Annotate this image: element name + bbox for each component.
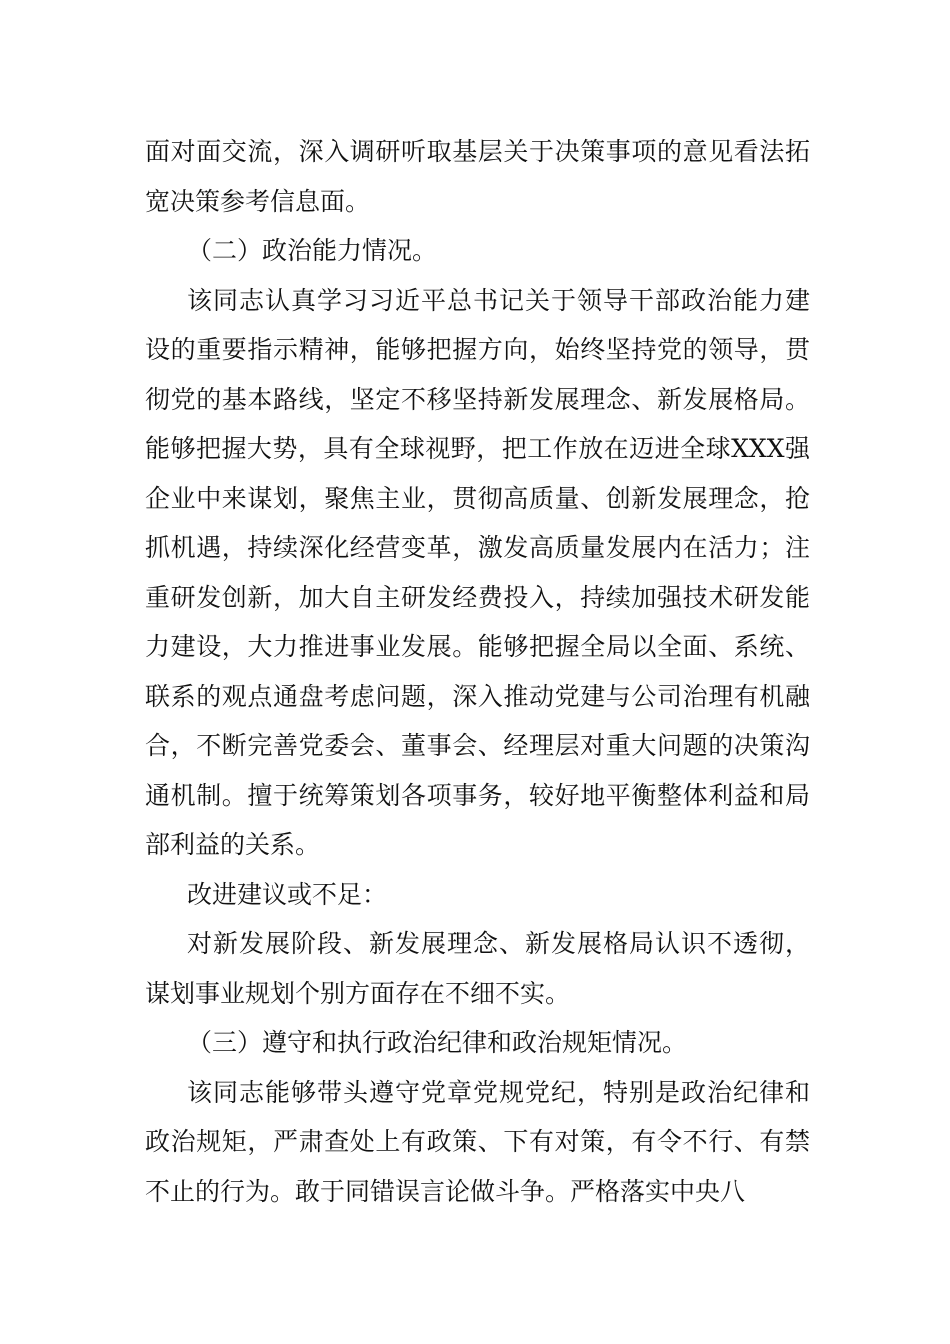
paragraph-improvement-suggestions: 对新发展阶段、新发展理念、新发展格局认识不透彻，谋划事业规划个别方面存在不细不实。 <box>145 929 810 1008</box>
paragraph-continuation: 面对面交流，深入调研听取基层关于决策事项的意见看法拓宽决策参考信息面。 <box>145 137 810 216</box>
section-heading-political-ability: （二）政治能力情况。 <box>187 236 438 265</box>
section-heading-discipline: （三）遵守和执行政治纪律和政治规矩情况。 <box>187 1028 688 1057</box>
improvement-suggestions-label: 改进建议或不足： <box>187 879 388 909</box>
paragraph-political-ability: 该同志认真学习习近平总书记关于领导干部政治能力建设的重要指示精神，能够把握方向，始终坚持党的领导，贯彻党的基本路线，坚定不移坚持新发展理念、新发展格局。能够把握大势，具有全球视野，把工作放在迈进全球XXX强企业中来谋划，聚焦主业，贯彻高质量、创新发展理念，抢抓机遇，持续深化经营变革，激发高质量发展内在活力；注重研发创新，加大自主研发经费投入，持续加强技术研发能力建设，大力推进事业发展。能够把握全局以全面、系统、联系的观点通盘考虑问题，深入推动党建与公司治理有机融合，不断完善党委会、董事会、经理层对重大问题的决策沟通机制。擅于统筹策划各项事务，较好地平衡整体利益和局部利益的关系。 <box>145 285 810 859</box>
document-body <box>145 127 810 1216</box>
paragraph-discipline: 该同志能够带头遵守党章党规党纪，特别是政治纪律和政治规矩，严肃查处上有政策、下有对策，有令不行、有禁不止的行为。敢于同错误言论做斗争。严格落实中央八 <box>145 1077 810 1206</box>
